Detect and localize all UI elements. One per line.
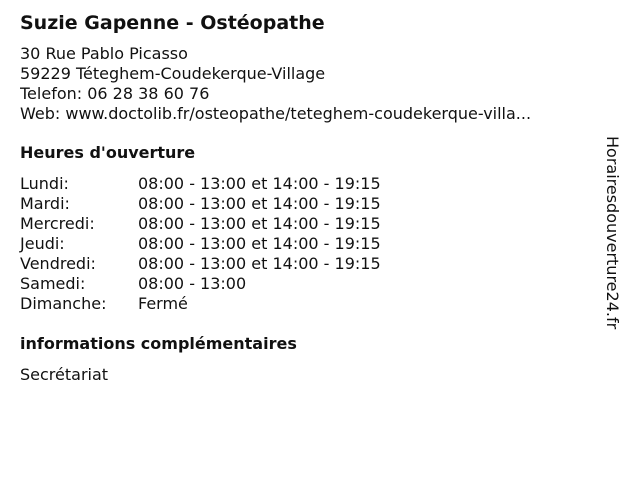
opening-hours-table bbox=[20, 174, 600, 314]
site-brand-vertical: Horairesdouverture24.fr bbox=[603, 136, 622, 330]
hours-row-wednesday bbox=[20, 214, 600, 234]
day-label: Dimanche: bbox=[20, 294, 107, 313]
street-address: 30 Rue Pablo Picasso bbox=[20, 44, 188, 63]
business-card bbox=[20, 10, 600, 385]
additional-info-text: Secrétariat bbox=[20, 365, 109, 384]
hours-row-friday bbox=[20, 254, 600, 274]
city-address: 59229 Téteghem-Coudekerque-Village bbox=[20, 64, 326, 83]
day-label: Jeudi: bbox=[20, 234, 65, 253]
day-label: Vendredi: bbox=[20, 254, 96, 273]
additional-info-heading: informations complémentaires bbox=[20, 334, 297, 353]
time-value: 08:00 - 13:00 et 14:00 - 19:15 bbox=[138, 214, 381, 233]
hours-row-monday bbox=[20, 174, 600, 194]
day-label: Lundi: bbox=[20, 174, 69, 193]
hours-row-tuesday bbox=[20, 194, 600, 214]
page-title: Suzie Gapenne - Ostéopathe bbox=[20, 12, 325, 34]
time-value: 08:00 - 13:00 et 14:00 - 19:15 bbox=[138, 194, 381, 213]
phone-number: Telefon: 06 28 38 60 76 bbox=[20, 84, 210, 103]
hours-row-sunday bbox=[20, 294, 600, 314]
time-value: 08:00 - 13:00 et 14:00 - 19:15 bbox=[138, 254, 381, 273]
time-value: 08:00 - 13:00 et 14:00 - 19:15 bbox=[138, 234, 381, 253]
address-block bbox=[20, 44, 600, 124]
day-label: Samedi: bbox=[20, 274, 86, 293]
opening-hours-heading: Heures d'ouverture bbox=[20, 143, 196, 162]
time-value: 08:00 - 13:00 bbox=[138, 274, 247, 293]
time-value: 08:00 - 13:00 et 14:00 - 19:15 bbox=[138, 174, 381, 193]
time-value: Fermé bbox=[138, 294, 188, 313]
website-link[interactable]: Web: www.doctolib.fr/osteopathe/teteghem-coudekerque-villa... bbox=[20, 104, 532, 123]
day-label: Mardi: bbox=[20, 194, 70, 213]
hours-row-saturday bbox=[20, 274, 600, 294]
day-label: Mercredi: bbox=[20, 214, 95, 233]
hours-row-thursday bbox=[20, 234, 600, 254]
